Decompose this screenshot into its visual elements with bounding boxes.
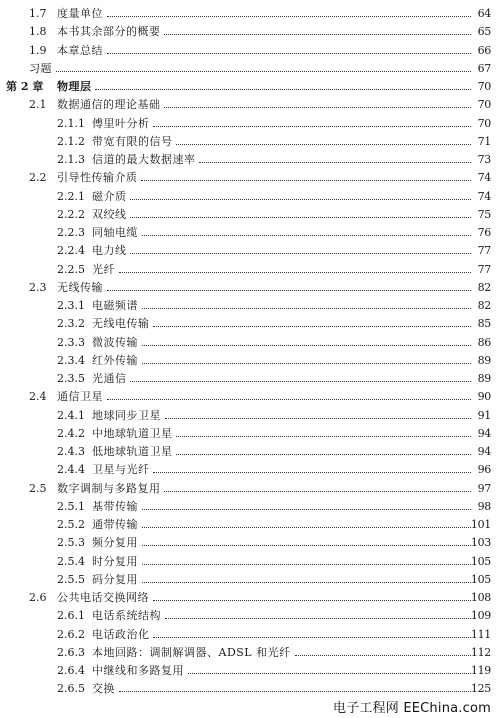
toc-entry-number: 2.2 [29, 171, 47, 185]
toc-page-number: 94 [477, 445, 491, 458]
toc-leader-dots [153, 472, 471, 473]
toc-entry-number: 2.6 [29, 591, 47, 604]
toc-entry-title: 交换 [92, 682, 115, 696]
toc-entry [0, 626, 497, 644]
toc-entry-title: 通带传输 [92, 518, 138, 531]
toc-entry [0, 498, 497, 516]
toc-page-number: 125 [470, 682, 491, 696]
toc-entry-title: 码分复用 [92, 572, 138, 586]
toc-leader-dots [176, 144, 471, 145]
toc-chapter-row [0, 78, 497, 96]
toc-page-number: 64 [477, 7, 491, 20]
toc-entry-title: 微波传输 [92, 335, 138, 349]
toc-entry-title: 度量单位 [57, 7, 103, 20]
toc-entry-number: 2.2.1 [57, 189, 85, 203]
toc-page-number: 89 [477, 372, 491, 385]
toc-entry-number: 1.9 [29, 43, 47, 57]
toc-leader-dots [95, 89, 471, 90]
toc-leader-dots [142, 235, 471, 236]
toc-entry [0, 607, 497, 625]
toc-entry-number: 2.4 [29, 390, 47, 404]
toc-entry-title: 电力线 [92, 244, 127, 258]
toc-leader-dots [188, 673, 471, 674]
toc-page-number: 97 [477, 481, 491, 495]
toc-entry-title: 双绞线 [92, 207, 127, 221]
toc-page-number: 77 [477, 262, 491, 276]
toc-page-number: 111 [470, 627, 491, 641]
toc-entry-number: 2.5.4 [57, 554, 85, 568]
toc-entry-number: 第 2 章 [6, 80, 44, 93]
toc-leader-dots [142, 545, 471, 546]
toc-leader-dots [153, 600, 471, 601]
toc-entry-number: 2.2.4 [57, 244, 85, 258]
toc-entry-title: 习题 [29, 61, 52, 75]
toc-leader-dots [130, 199, 471, 200]
toc-page-number: 76 [477, 226, 491, 239]
toc-entry-number: 2.5.2 [57, 518, 85, 531]
toc-leader-dots [142, 345, 471, 346]
toc-entry-title: 电话政治化 [92, 627, 150, 641]
toc-page-number: 85 [477, 317, 491, 331]
toc-leader-dots [141, 180, 471, 181]
toc-page-number: 65 [477, 25, 491, 39]
toc-page-number: 77 [477, 244, 491, 258]
toc-page-number: 70 [477, 98, 491, 112]
toc-entry [0, 516, 497, 534]
toc-leader-dots [164, 34, 471, 35]
toc-entry-title: 同轴电缆 [92, 226, 138, 239]
toc-entry [0, 42, 497, 60]
toc-leader-dots [107, 399, 471, 400]
toc-entry-number: 2.5 [29, 481, 47, 495]
toc-leader-dots [164, 491, 471, 492]
toc-entry-number: 2.4.1 [57, 408, 85, 422]
toc-entry [0, 334, 497, 352]
toc-page-number: 73 [477, 153, 491, 166]
toc-entry-title: 电磁频谱 [92, 299, 138, 312]
toc-page-number: 89 [477, 353, 491, 367]
toc-leader-dots [142, 582, 471, 583]
toc-entry [0, 662, 497, 680]
toc-entry-number: 2.5.1 [57, 499, 85, 513]
toc-entry [0, 60, 497, 78]
toc-entry-number: 2.2.5 [57, 262, 85, 276]
toc-entry-title: 通信卫星 [57, 390, 103, 404]
toc-leader-dots [199, 162, 471, 163]
toc-entry [0, 534, 497, 552]
toc-leader-dots [107, 290, 471, 291]
toc-page-number: 82 [477, 280, 491, 294]
toc-entry [0, 188, 497, 206]
toc-entry-title: 本书其余部分的概要 [57, 25, 161, 39]
toc-entry-title: 频分复用 [92, 536, 138, 550]
toc-entry [0, 315, 497, 333]
toc-leader-dots [165, 418, 471, 419]
toc-entry [0, 480, 497, 498]
toc-entry-title: 时分复用 [92, 554, 138, 568]
toc-entry-number: 2.3.5 [57, 372, 85, 385]
toc-entry-title: 引导性传输介质 [57, 171, 138, 185]
toc-entry [0, 443, 497, 461]
toc-entry [0, 96, 497, 114]
toc-page-number: 91 [477, 408, 491, 422]
toc-entry-title: 卫星与光纤 [92, 463, 150, 477]
toc-leader-dots [176, 436, 471, 437]
toc-entry-title: 中地球轨道卫星 [92, 426, 173, 440]
toc-entry-title: 傅里叶分析 [92, 116, 150, 130]
toc-entry [0, 571, 497, 589]
toc-leader-dots [119, 691, 471, 692]
toc-page-number: 82 [477, 299, 491, 312]
toc-entry-number: 2.6.3 [57, 645, 85, 659]
watermark: 电子工程网 EEChina.com [333, 701, 491, 716]
toc-entry [0, 407, 497, 425]
toc-leader-dots [107, 16, 471, 17]
table-of-contents [0, 5, 497, 698]
toc-entry [0, 151, 497, 169]
toc-entry [0, 206, 497, 224]
toc-entry-title: 本地回路：调制解调器、ADSL 和光纤 [92, 645, 291, 659]
toc-leader-dots [119, 272, 471, 273]
toc-page-number: 75 [477, 207, 491, 221]
toc-entry-number: 2.3.4 [57, 353, 85, 367]
toc-entry [0, 224, 497, 242]
toc-entry-title: 低地球轨道卫星 [92, 445, 173, 458]
toc-entry-number: 2.1 [29, 98, 47, 112]
toc-entry-title: 物理层 [57, 80, 92, 93]
toc-entry-number: 2.1.2 [57, 134, 85, 148]
toc-leader-dots [130, 253, 471, 254]
toc-page-number: 112 [470, 645, 491, 659]
toc-entry-title: 光通信 [92, 372, 127, 385]
toc-entry-number: 2.3 [29, 280, 47, 294]
toc-page-number: 96 [477, 463, 491, 477]
toc-entry [0, 5, 497, 23]
toc-entry [0, 297, 497, 315]
toc-entry [0, 279, 497, 297]
toc-entry [0, 461, 497, 479]
toc-entry [0, 589, 497, 607]
toc-leader-dots [142, 308, 471, 309]
toc-entry-title: 磁介质 [92, 189, 127, 203]
toc-leader-dots [142, 564, 471, 565]
toc-entry-number: 2.6.5 [57, 682, 85, 696]
toc-entry-number: 2.1.1 [57, 116, 85, 130]
toc-leader-dots [107, 53, 471, 54]
toc-entry-title: 中继线和多路复用 [92, 664, 184, 677]
toc-page-number: 90 [477, 390, 491, 404]
toc-leader-dots [164, 107, 471, 108]
toc-entry-number: 2.3.1 [57, 299, 85, 312]
toc-entry-number: 2.6.2 [57, 627, 85, 641]
toc-entry-number: 2.4.4 [57, 463, 85, 477]
toc-entry [0, 553, 497, 571]
toc-page-number: 86 [477, 335, 491, 349]
toc-entry [0, 352, 497, 370]
toc-page-number: 98 [477, 499, 491, 513]
toc-leader-dots [142, 363, 471, 364]
toc-entry [0, 133, 497, 151]
toc-entry [0, 370, 497, 388]
toc-entry-number: 2.5.3 [57, 536, 85, 550]
toc-page-number: 71 [477, 134, 491, 148]
toc-entry-title: 无线传输 [57, 280, 103, 294]
toc-entry [0, 23, 497, 41]
toc-entry-number: 2.3.2 [57, 317, 85, 331]
toc-entry-title: 地球同步卫星 [92, 408, 161, 422]
toc-entry-title: 电话系统结构 [92, 609, 161, 623]
toc-leader-dots [142, 509, 471, 510]
toc-page-number: 94 [477, 426, 491, 440]
toc-entry-number: 2.2.3 [57, 226, 85, 239]
toc-leader-dots [56, 71, 471, 72]
toc-leader-dots [142, 527, 471, 528]
toc-entry-number: 2.6.1 [57, 609, 85, 623]
toc-entry-title: 带宽有限的信号 [92, 134, 173, 148]
toc-entry-title: 数字调制与多路复用 [57, 481, 161, 495]
toc-entry-number: 1.7 [29, 7, 47, 20]
toc-entry-title: 无线电传输 [92, 317, 150, 331]
toc-entry [0, 680, 497, 698]
toc-page-number: 105 [470, 554, 491, 568]
toc-entry [0, 644, 497, 662]
toc-leader-dots [295, 655, 471, 656]
toc-leader-dots [176, 454, 471, 455]
toc-page-number: 74 [477, 171, 491, 185]
toc-entry-number: 2.2.2 [57, 207, 85, 221]
toc-leader-dots [130, 217, 471, 218]
toc-leader-dots [130, 381, 471, 382]
toc-entry [0, 115, 497, 133]
toc-entry-number: 2.4.2 [57, 426, 85, 440]
toc-page-number: 74 [477, 189, 491, 203]
toc-entry-title: 本章总结 [57, 43, 103, 57]
toc-page-number: 103 [470, 536, 491, 550]
toc-page-number: 67 [477, 61, 491, 75]
toc-page-number: 108 [470, 591, 491, 604]
toc-entry-title: 基带传输 [92, 499, 138, 513]
toc-page-number: 105 [470, 572, 491, 586]
toc-entry-title: 数据通信的理论基础 [57, 98, 161, 112]
toc-entry [0, 261, 497, 279]
toc-entry [0, 388, 497, 406]
toc-page-number: 66 [477, 43, 491, 57]
toc-entry [0, 242, 497, 260]
toc-leader-dots [153, 637, 471, 638]
toc-leader-dots [153, 126, 471, 127]
toc-entry-title: 光纤 [92, 262, 115, 276]
toc-entry-number: 2.6.4 [57, 664, 85, 677]
toc-leader-dots [153, 326, 471, 327]
toc-entry [0, 169, 497, 187]
toc-page-number: 70 [477, 116, 491, 130]
toc-entry-title: 公共电话交换网络 [57, 591, 149, 604]
toc-entry [0, 425, 497, 443]
toc-page-number: 101 [470, 518, 491, 531]
toc-entry-number: 2.4.3 [57, 445, 85, 458]
toc-page-number: 119 [470, 664, 491, 677]
toc-page-number: 70 [477, 80, 491, 93]
toc-leader-dots [165, 618, 471, 619]
toc-entry-number: 2.5.5 [57, 572, 85, 586]
toc-entry-title: 红外传输 [92, 353, 138, 367]
toc-page-number: 109 [470, 609, 491, 623]
toc-entry-title: 信道的最大数据速率 [92, 153, 196, 166]
toc-entry-number: 2.3.3 [57, 335, 85, 349]
toc-entry-number: 1.8 [29, 25, 47, 39]
toc-entry-number: 2.1.3 [57, 153, 85, 166]
